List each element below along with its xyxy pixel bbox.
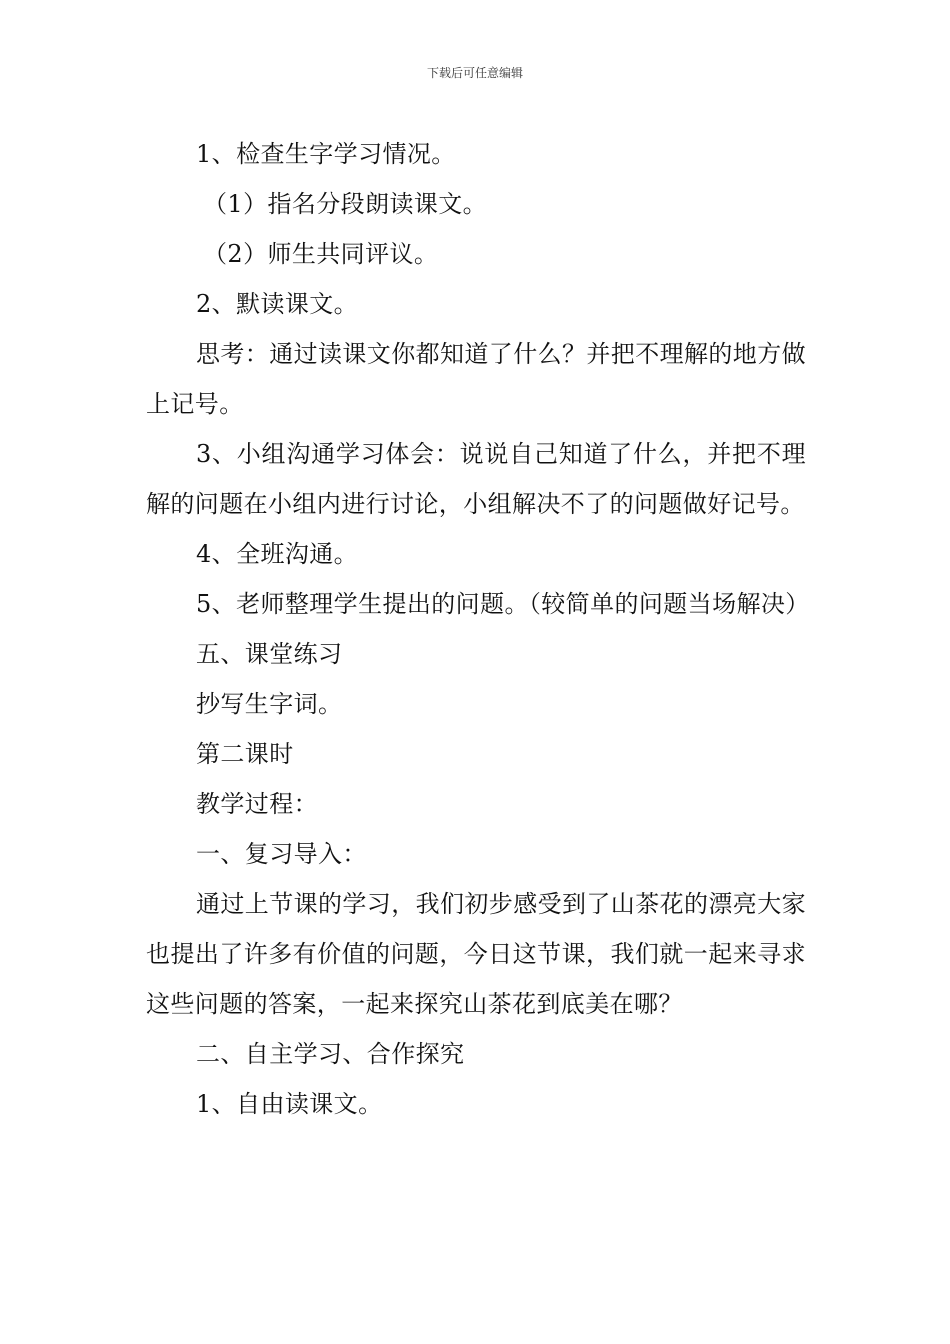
paragraph: 思考：通过读课文你都知道了什么？并把不理解的地方做上记号。 — [146, 340, 806, 418]
paragraph: 5、老师整理学生提出的问题。（较简单的问题当场解决） — [196, 590, 810, 618]
section-heading: 二、自主学习、合作探究 — [196, 1040, 465, 1068]
paragraph: 抄写生字词。 — [196, 690, 343, 718]
section-heading: 五、课堂练习 — [196, 640, 343, 668]
document-body — [146, 129, 810, 1129]
paragraph: 3、小组沟通学习体会：说说自己知道了什么，并把不理解的问题在小组内进行讨论，小组解决不了的问题做好记号。 — [146, 440, 806, 518]
page-header: 下载后可任意编辑 — [426, 66, 523, 80]
section-heading: 第二课时 — [196, 740, 294, 768]
paragraph: （1）指名分段朗读课文。 — [203, 190, 488, 218]
paragraph: 2、默读课文。 — [196, 290, 359, 318]
section-heading: 教学过程： — [196, 790, 318, 818]
paragraph: 通过上节课的学习，我们初步感受到了山茶花的漂亮大家也提出了许多有价值的问题，今日这节课，我们就一起来寻求这些问题的答案，一起来探究山茶花到底美在哪？ — [146, 890, 806, 1018]
section-heading: 一、复习导入： — [196, 840, 367, 868]
paragraph: （2）师生共同评议。 — [203, 240, 439, 268]
paragraph: 1、检查生字学习情况。 — [196, 140, 456, 168]
paragraph: 1、自由读课文。 — [196, 1090, 383, 1118]
paragraph: 4、全班沟通。 — [196, 540, 359, 568]
